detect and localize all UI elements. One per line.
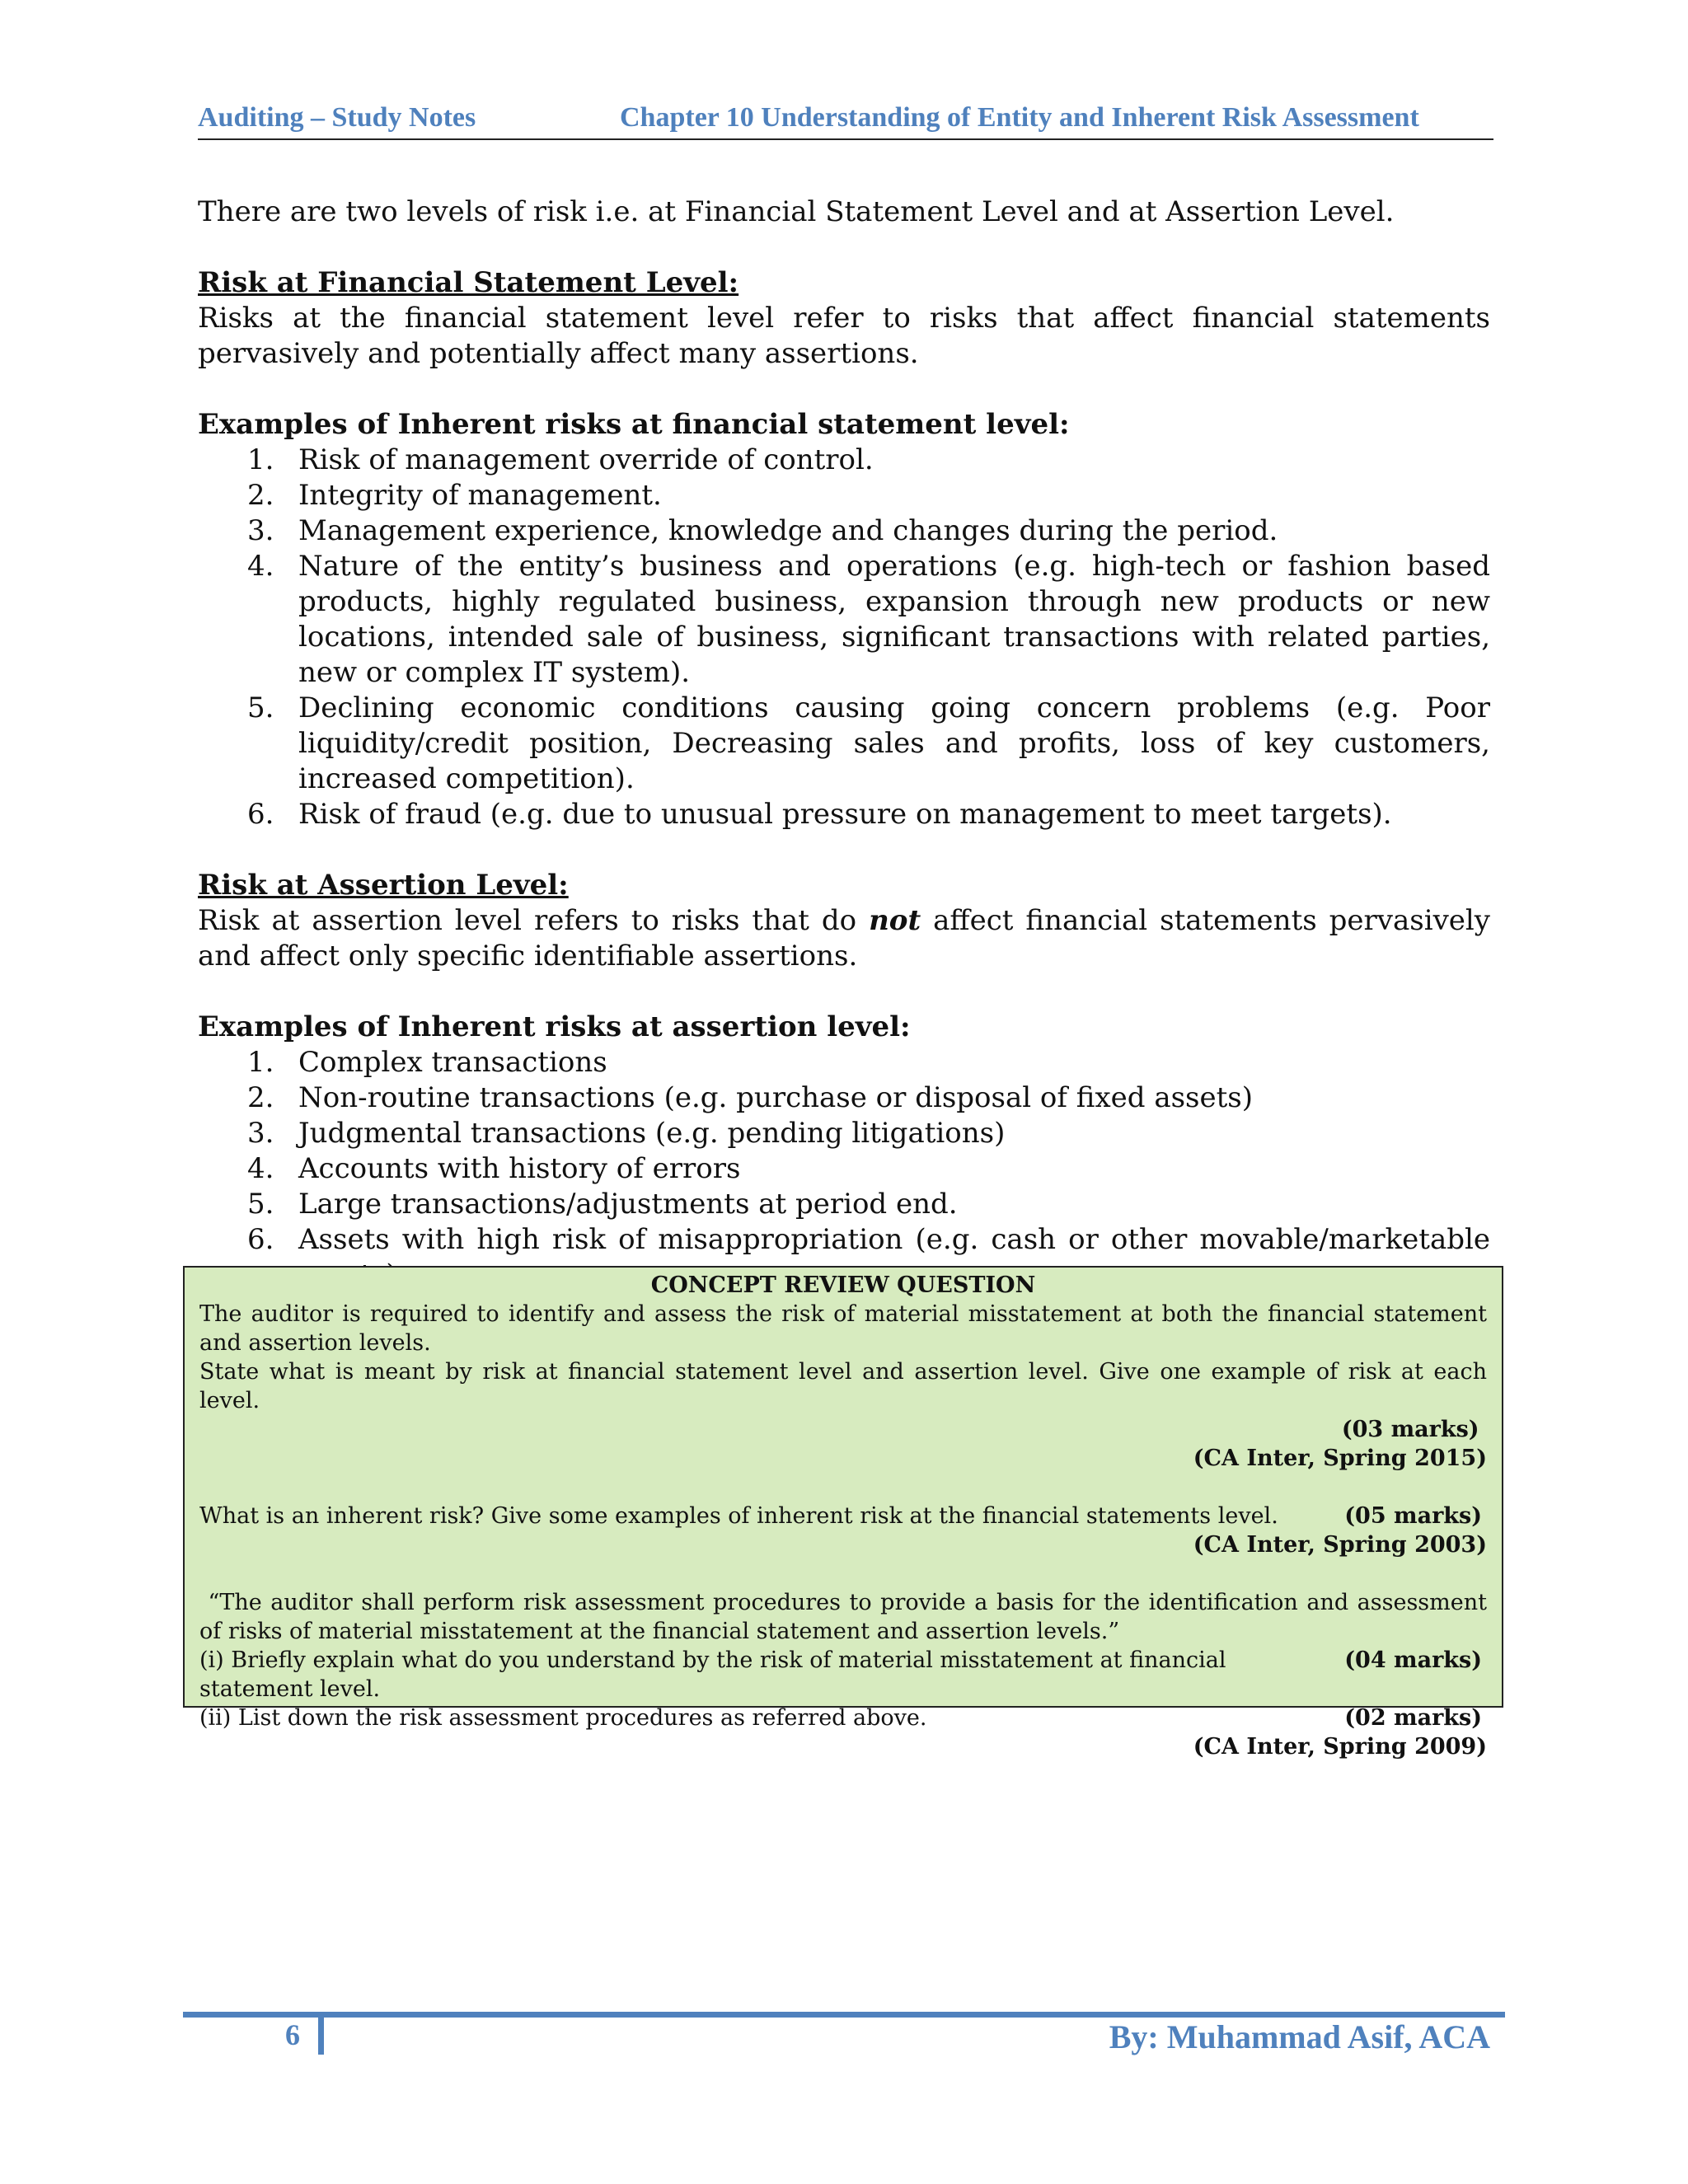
fs-level-text: Risks at the financial statement level refer to risks that affect financial statements pervasively and potentially affect many assertions. bbox=[198, 302, 1490, 370]
question-3-source: (CA Inter, Spring 2009) bbox=[1193, 1734, 1487, 1760]
main-content bbox=[198, 194, 1490, 1293]
list-item: 4. Nature of the entity’s business and operations (e.g. high-tech or fashion based products, highly regulated business, expansion through new products or new locations, intended sale of business, significant transactions with related parties, new or complex IT system). bbox=[247, 550, 1490, 689]
page-number: 6 bbox=[285, 2018, 300, 2051]
assertion-examples-list bbox=[198, 1045, 1490, 1293]
question-1-marks: (03 marks) bbox=[1341, 1417, 1479, 1442]
question-2-row bbox=[199, 1502, 1487, 1530]
concept-review-title: CONCEPT REVIEW QUESTION bbox=[650, 1272, 1036, 1298]
question-3-part-i: (i) Briefly explain what do you understand by the risk of material misstatement at financial statement level. (04 marks) bbox=[199, 1646, 1487, 1704]
list-item: 5. Declining economic conditions causing going concern problems (e.g. Poor liquidity/credit position, Decreasing sales and profits, loss of key customers, increased competition). bbox=[247, 691, 1490, 795]
footer-divider bbox=[318, 2012, 324, 2055]
list-item: 3. Management experience, knowledge and changes during the period. bbox=[247, 514, 1278, 547]
fs-level-heading: Risk at Financial Statement Level: bbox=[198, 266, 739, 299]
assertion-level-text: Risk at assertion level refers to risks that do not affect financial statements pervasively and affect only specific identifiable assertions. bbox=[198, 904, 1490, 972]
concept-review-box bbox=[183, 1266, 1503, 1760]
list-item: 1. Risk of management override of control. bbox=[247, 443, 874, 476]
assertion-level-heading: Risk at Assertion Level: bbox=[198, 869, 569, 902]
fs-examples-list bbox=[198, 443, 1490, 832]
footer-rule bbox=[183, 2012, 1505, 2018]
emphasis-not: not bbox=[869, 904, 921, 937]
question-1-text: State what is meant by risk at financial statement level and assertion level. Give one example of risk at each level. bbox=[199, 1359, 1487, 1413]
intro-paragraph: There are two levels of risk i.e. at Financial Statement Level and at Assertion Level. bbox=[198, 195, 1395, 228]
list-item: 4. Accounts with history of errors bbox=[247, 1152, 741, 1185]
question-1-source: (CA Inter, Spring 2015) bbox=[1193, 1446, 1487, 1471]
fs-examples-heading: Examples of Inherent risks at financial statement level: bbox=[198, 408, 1070, 441]
header-book-title: Auditing – Study Notes bbox=[198, 102, 476, 133]
list-item: 5. Large transactions/adjustments at period end. bbox=[247, 1188, 958, 1221]
list-item: 1. Complex transactions bbox=[247, 1046, 607, 1079]
question-2-source: (CA Inter, Spring 2003) bbox=[1193, 1532, 1487, 1558]
question-2-text: What is an inherent risk? Give some examples of inherent risk at the financial statements level. bbox=[199, 1503, 1278, 1529]
list-item: 2. Non-routine transactions (e.g. purchase or disposal of fixed assets) bbox=[247, 1081, 1253, 1114]
question-3-part-ii-marks: (02 marks) bbox=[1344, 1705, 1482, 1731]
list-item: 6. Risk of fraud (e.g. due to unusual pressure on management to meet targets). bbox=[247, 798, 1392, 831]
page-header bbox=[198, 97, 1493, 140]
list-item: 3. Judgmental transactions (e.g. pending litigations) bbox=[247, 1117, 1006, 1150]
header-chapter-title: Chapter 10 Understanding of Entity and Inherent Risk Assessment bbox=[620, 102, 1419, 133]
assertion-examples-heading: Examples of Inherent risks at assertion level: bbox=[198, 1010, 911, 1043]
footer-author: By: Muhammad Asif, ACA bbox=[1109, 2018, 1490, 2055]
list-item: 2. Integrity of management. bbox=[247, 479, 662, 512]
question-3-part-ii: (ii) List down the risk assessment procedures as referred above. (02 marks) bbox=[199, 1704, 1487, 1732]
list-item: 6. Assets with high risk of misappropriation (e.g. cash or other movable/marketable bbox=[247, 1223, 1490, 1256]
question-3-quote: “The auditor shall perform risk assessment procedures to provide a basis for the identification and assessment of risks of material misstatement at the financial statement and assertion levels.” bbox=[199, 1590, 1487, 1644]
question-1-intro: The auditor is required to identify and assess the risk of material misstatement at both the financial statement and assertion levels. bbox=[199, 1301, 1487, 1356]
question-3-part-i-marks: (04 marks) bbox=[1344, 1647, 1482, 1673]
question-2-marks: (05 marks) bbox=[1344, 1503, 1482, 1529]
